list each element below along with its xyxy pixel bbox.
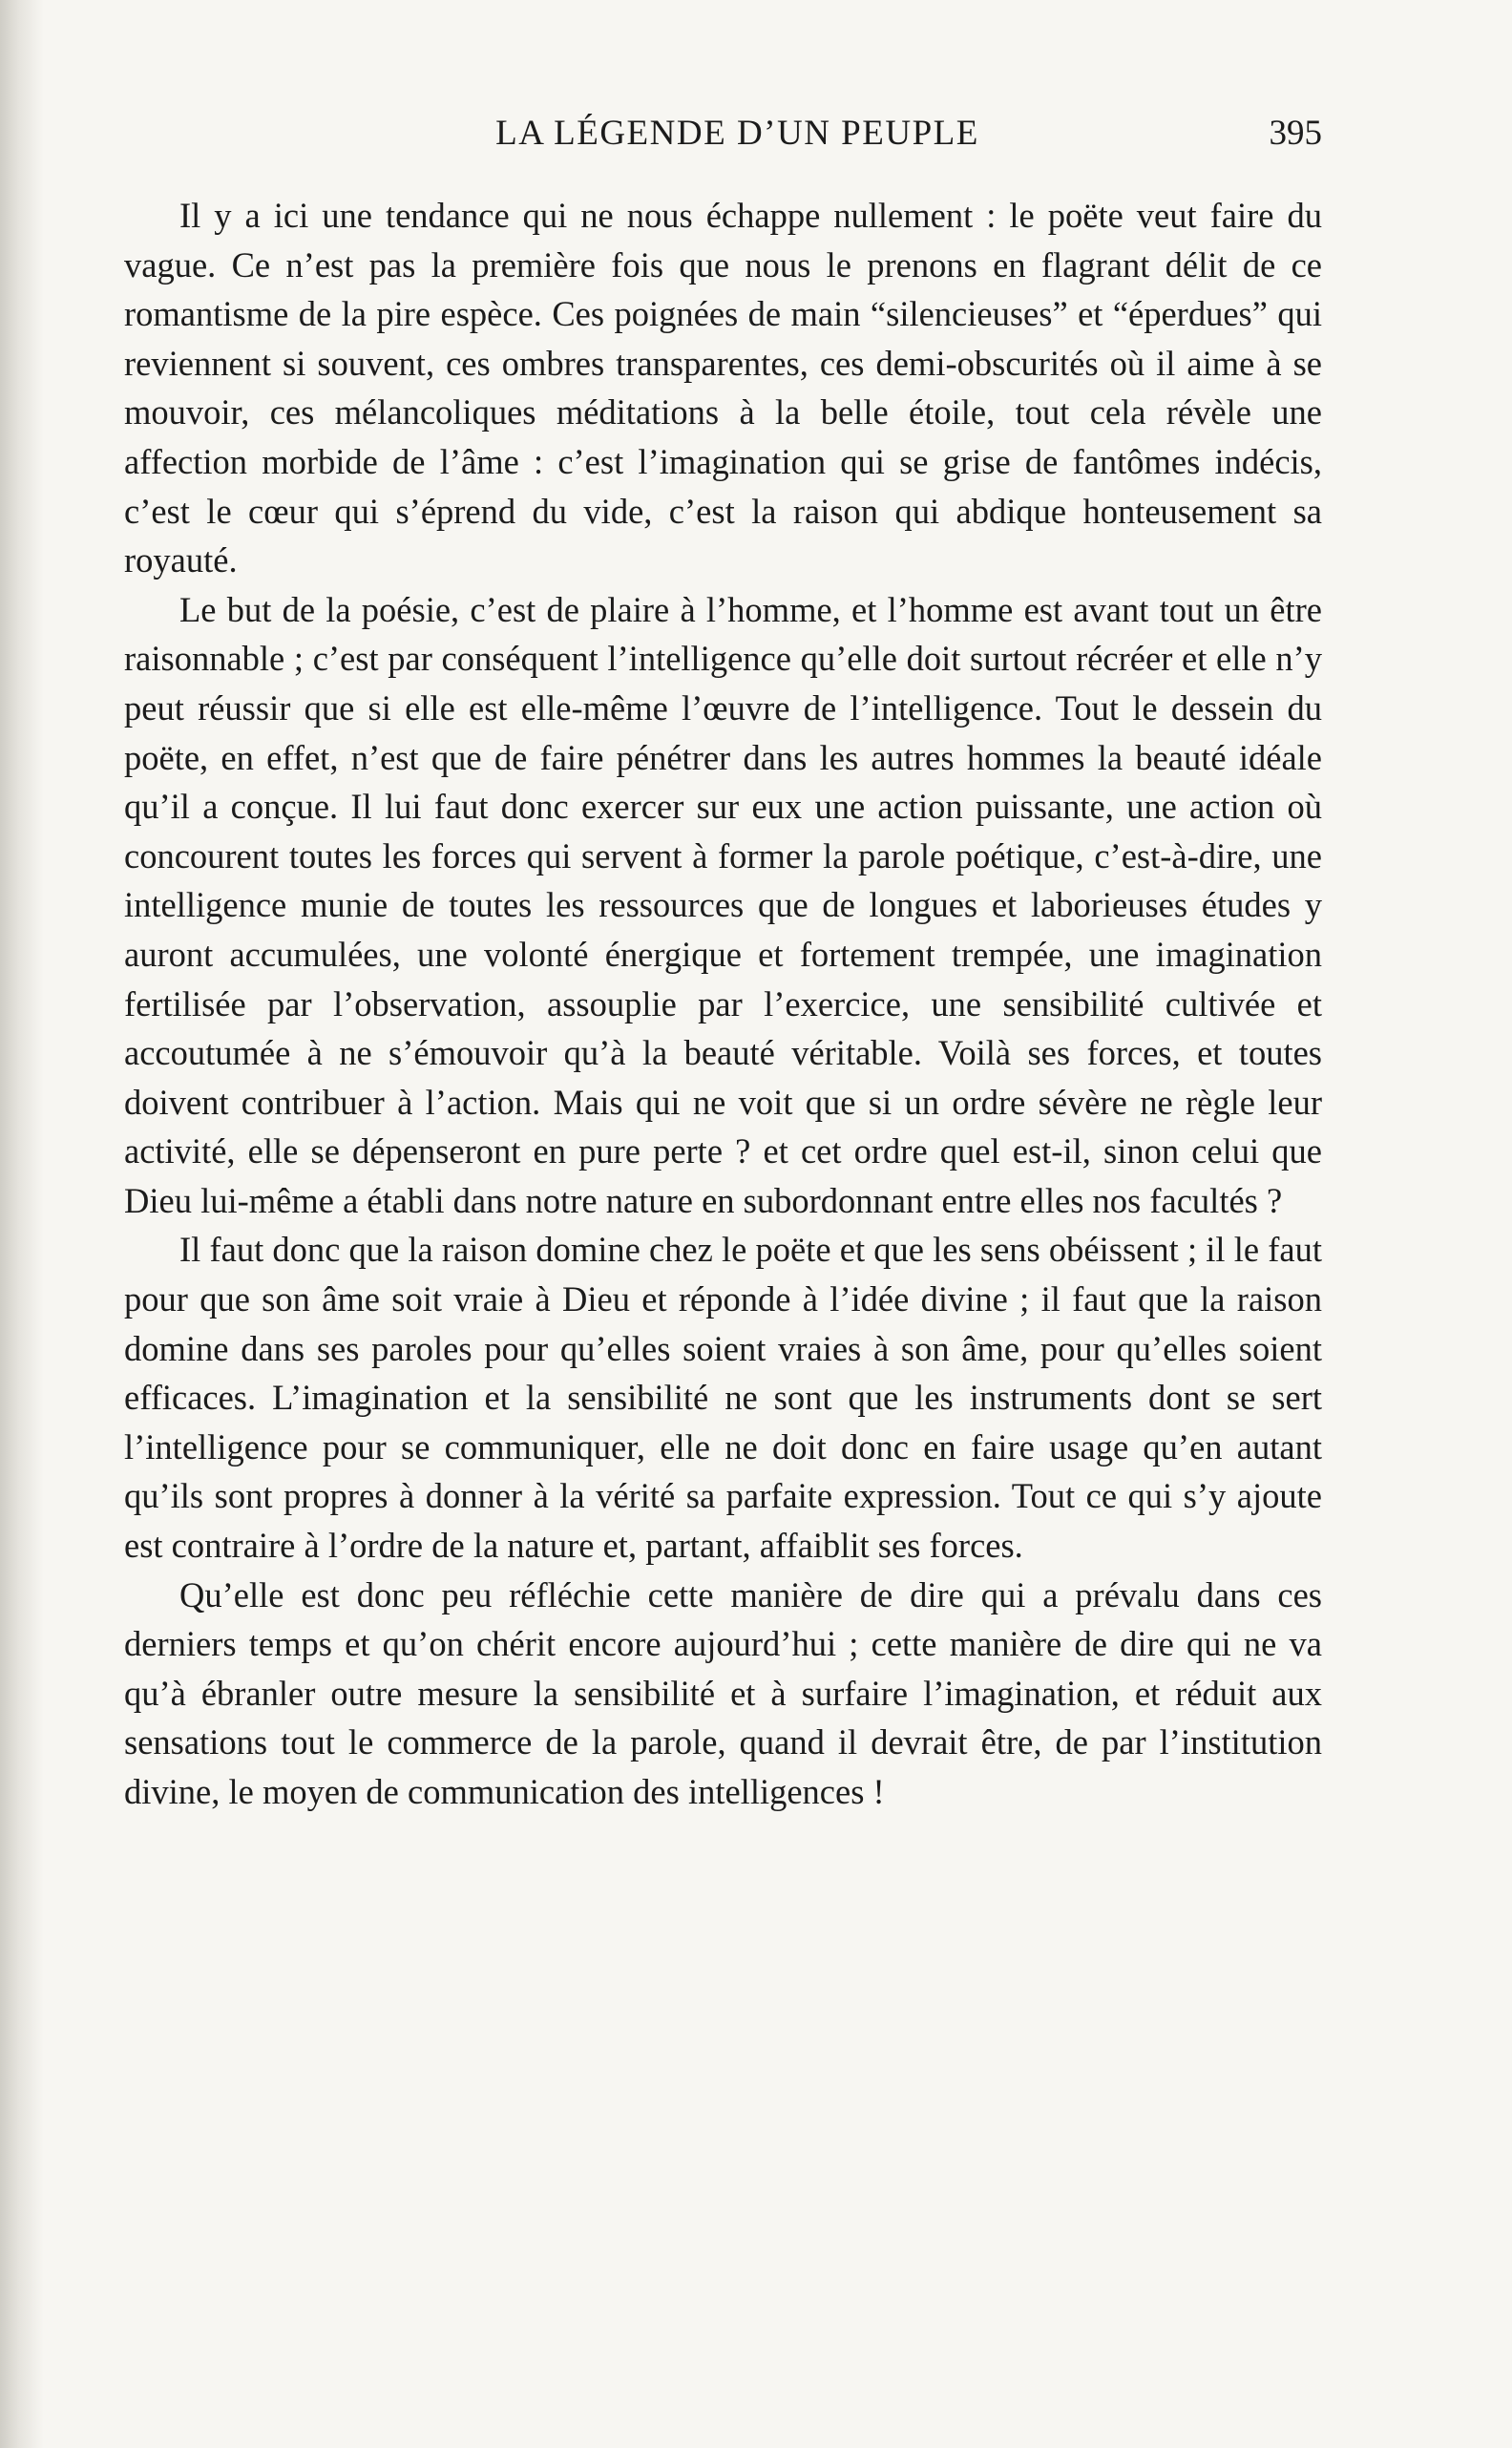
paragraph-3: Il faut donc que la raison domine chez le poëte et que les sens obéissent ; il le faut pour que son âme soit vraie à Dieu et réponde à l’idée divine ; il faut que la raison domine dans ses paroles pour qu’elles soient vraies à son âme, pour qu’elles soient efficaces. L’imagination et la sensibilité ne sont que les instruments dont se sert l’intelligence pour se communiquer, elle ne doit donc en faire usage qu’en autant qu’ils sont propres à donner à la vérité sa parfaite expression. Tout ce qui s’y ajoute est contraire à l’ordre de la nature et, partant, affaiblit ses forces. <box>124 1230 1322 1566</box>
page-number: 395 <box>1269 114 1322 153</box>
page-edge-shadow <box>0 0 44 2448</box>
paragraph-4: Qu’elle est donc peu réfléchie cette manière de dire qui a prévalu dans ces derniers temps et qu’on chérit encore aujourd’hui ; cette manière de dire qui ne va qu’à ébranler outre mesure la sensibilité et à surfaire l’imagination, et réduit aux sensations tout le commerce de la parole, quand il devrait être, de par l’institution divine, le moyen de communication des intelligences ! <box>124 1574 1322 1811</box>
paragraph-2: Le but de la poésie, c’est de plaire à l’homme, et l’homme est avant tout un être raisonnable ; c’est par conséquent l’intelligence qu’elle doit surtout récréer et elle n’y peut réussir que si elle est elle-même l’œuvre de l’intelligence. Tout le dessein du poëte, en effet, n’est que de faire pénétrer dans les autres hommes la beauté idéale qu’il a conçue. Il lui faut donc exercer sur eux une action puissante, une action où concourent toutes les forces qui servent à former la parole poétique, c’est-à-dire, une intelligence munie de toutes les ressources que de longues et laborieuses études y auront accumulées, une volonté énergique et fortement trempée, une imagination fertilisée par l’observation, assouplie par l’exercice, une sensibilité cultivée et accoutumée à ne s’émouvoir qu’à la beauté véritable. Voilà ses forces, et toutes doivent contribuer à l’action. Mais qui ne voit que si un ordre sévère ne règle leur activité, elle se dépenseront en pure perte ? et cet ordre quel est-il, sinon celui que Dieu lui-même a établi dans notre nature en subordonnant entre elles nos facultés ? <box>124 589 1322 1220</box>
page-header <box>153 105 1322 162</box>
running-head: LA LÉGENDE D’UN PEUPLE <box>495 114 979 153</box>
paragraph-1: Il y a ici une tendance qui ne nous échappe nullement : le poëte veut faire du vague. Ce n’est pas la première fois que nous le prenons en flagrant délit de ce romantisme de la pire espèce. Ces poignées de main “silencieuses” et “éperdues” qui reviennent si souvent, ces ombres transparentes, ces demi-obscurités où il aime à se mouvoir, ces mélancoliques méditations à la belle étoile, tout cela révèle une affection morbide de l’âme : c’est l’imagination qui se grise de fantômes indécis, c’est le cœur qui s’éprend du vide, c’est la raison qui abdique honteusement sa royauté. <box>124 196 1322 580</box>
body-text <box>124 191 1322 1817</box>
